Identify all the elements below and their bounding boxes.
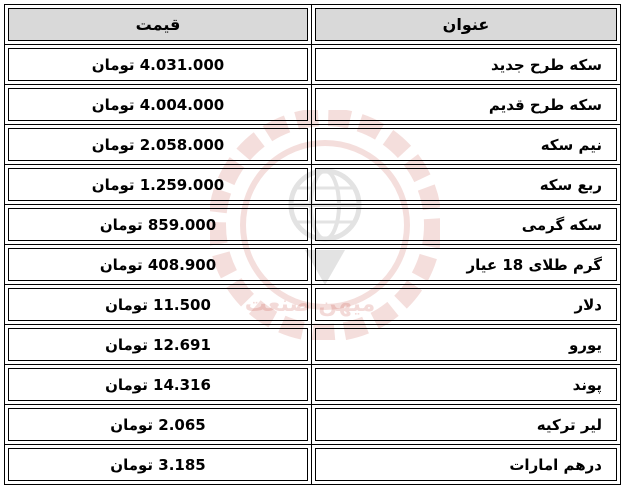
title-value: لیر ترکیه: [536, 415, 602, 434]
title-value: نیم سکه: [540, 135, 602, 154]
price-cell: [5, 365, 312, 405]
price-value: 4.031.000 تومان: [91, 55, 225, 74]
title-column-header: [312, 5, 621, 45]
title-cell: [312, 285, 621, 325]
title-value: سکه طرح جدید: [490, 55, 602, 74]
price-cell: [5, 445, 312, 485]
title-cell: [312, 205, 621, 245]
title-cell: [312, 45, 621, 85]
price-value: 3.185 تومان: [110, 455, 206, 474]
table-row: [5, 85, 621, 125]
table-row: [5, 45, 621, 85]
table-row: [5, 325, 621, 365]
title-value: سکه گرمی: [521, 215, 602, 234]
title-value: پوند: [572, 375, 602, 394]
table-row: [5, 285, 621, 325]
price-value: 11.500 تومان: [105, 295, 211, 314]
price-value: 408.900 تومان: [99, 255, 217, 274]
price-cell: [5, 325, 312, 365]
price-value: 12.691 تومان: [105, 335, 211, 354]
table-row: [5, 365, 621, 405]
title-value: دلار: [574, 295, 602, 314]
title-header-label: عنوان: [442, 15, 490, 34]
price-cell: [5, 405, 312, 445]
title-value: یورو: [569, 335, 602, 354]
price-value: 2.058.000 تومان: [91, 135, 225, 154]
price-value: 14.316 تومان: [105, 375, 211, 394]
title-cell: [312, 165, 621, 205]
table-row: [5, 125, 621, 165]
table-row: [5, 445, 621, 485]
title-value: سکه طرح قدیم: [488, 95, 602, 114]
price-column-header: [5, 5, 312, 45]
price-table: [4, 4, 621, 485]
table-row: [5, 405, 621, 445]
price-value: 1.259.000 تومان: [91, 175, 225, 194]
price-cell: [5, 205, 312, 245]
header-row: [5, 5, 621, 45]
title-cell: [312, 85, 621, 125]
price-cell: [5, 245, 312, 285]
price-cell: [5, 285, 312, 325]
title-cell: [312, 365, 621, 405]
title-value: ربع سکه: [539, 175, 602, 194]
price-cell: [5, 85, 312, 125]
title-cell: [312, 445, 621, 485]
price-value: 2.065 تومان: [110, 415, 206, 434]
title-value: گرم طلای 18 عیار: [466, 255, 602, 274]
price-cell: [5, 125, 312, 165]
price-cell: [5, 45, 312, 85]
price-header-label: قیمت: [135, 15, 181, 34]
table-row: [5, 205, 621, 245]
title-value: درهم امارات: [509, 455, 602, 474]
title-cell: [312, 325, 621, 365]
title-cell: [312, 125, 621, 165]
watermark-text: میهن صنعت: [244, 292, 376, 317]
title-cell: [312, 405, 621, 445]
price-value: 859.000 تومان: [99, 215, 217, 234]
price-value: 4.004.000 تومان: [91, 95, 225, 114]
table-row: [5, 165, 621, 205]
title-cell: [312, 245, 621, 285]
table-row: [5, 245, 621, 285]
price-cell: [5, 165, 312, 205]
